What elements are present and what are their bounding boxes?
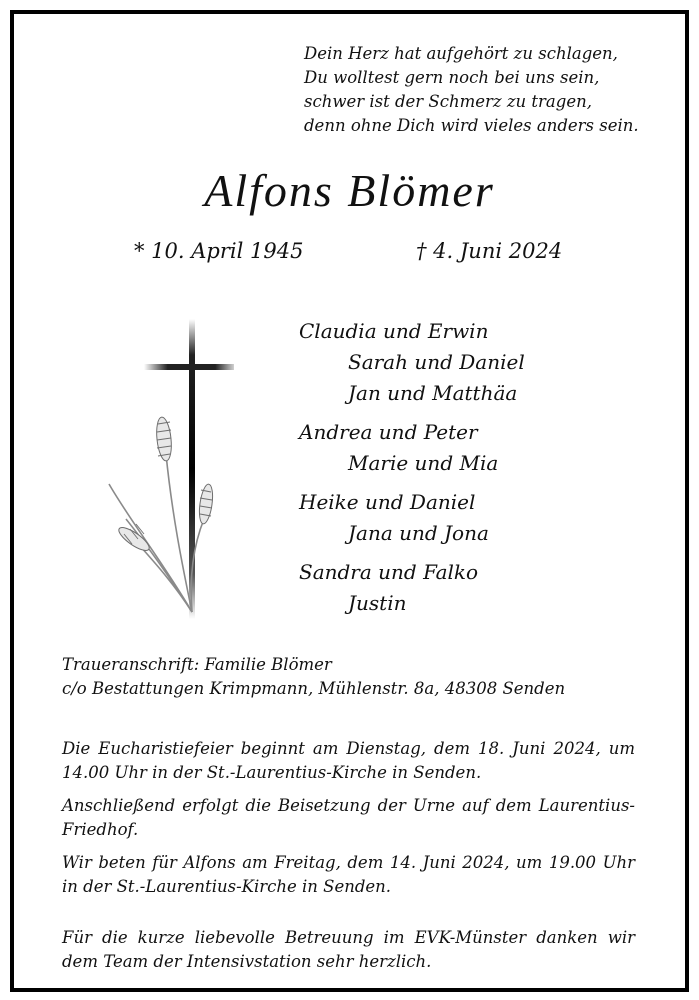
deceased-name: Alfons Blömer: [204, 165, 495, 216]
poem-line: schwer ist der Schmerz zu tragen,: [304, 92, 592, 111]
family-group: [299, 417, 629, 479]
family-child: Marie und Mia: [348, 451, 499, 475]
family-group: [299, 316, 629, 409]
address-line: c/o Bestattungen Krimpmann, Mühlenstr. 8a, 48308 Senden: [62, 679, 566, 698]
burial-info: Anschließend erfolgt die Beisetzung der Urne auf dem Laurentius-Friedhof.: [62, 796, 635, 839]
poem: [304, 42, 674, 138]
family-child: Jana und Jona: [348, 521, 489, 545]
poem-line: Dein Herz hat aufgehört zu schlagen,: [304, 44, 618, 63]
prayer-info: Wir beten für Alfons am Freitag, dem 14. Juni 2024, um 19.00 Uhr in der St.-Laurentius-Kirche in Senden.: [62, 853, 635, 896]
poem-line: Du wolltest gern noch bei uns sein,: [304, 68, 600, 87]
service-info: Die Eucharistiefeier beginnt am Dienstag, dem 18. Juni 2024, um 14.00 Uhr in der St.-Laurentius-Kirche in Senden.: [62, 739, 635, 782]
cross-with-wheat-icon: [94, 314, 234, 624]
death-date: † 4. Juni 2024: [416, 239, 563, 263]
family-group: [299, 557, 629, 619]
poem-line: denn ohne Dich wird vieles anders sein.: [304, 116, 639, 135]
birth-date: * 10. April 1945: [134, 239, 304, 263]
family-child: Jan und Matthäa: [348, 381, 518, 405]
family-parent: Claudia und Erwin: [299, 319, 489, 343]
family-list: [299, 316, 629, 627]
mourning-address: [62, 653, 662, 701]
thanks-note: Für die kurze liebevolle Betreuung im EVK-Münster danken wir dem Team der Intensivstation sehr herzlich.: [62, 928, 635, 971]
family-child: Justin: [348, 591, 407, 615]
family-parent: Heike und Daniel: [299, 490, 476, 514]
family-parent: Andrea und Peter: [299, 420, 478, 444]
family-group: [299, 487, 629, 549]
family-parent: Sandra und Falko: [299, 560, 479, 584]
address-line: Traueranschrift: Familie Blömer: [62, 655, 332, 674]
family-child: Sarah und Daniel: [348, 350, 525, 374]
obituary-card: [10, 10, 689, 992]
